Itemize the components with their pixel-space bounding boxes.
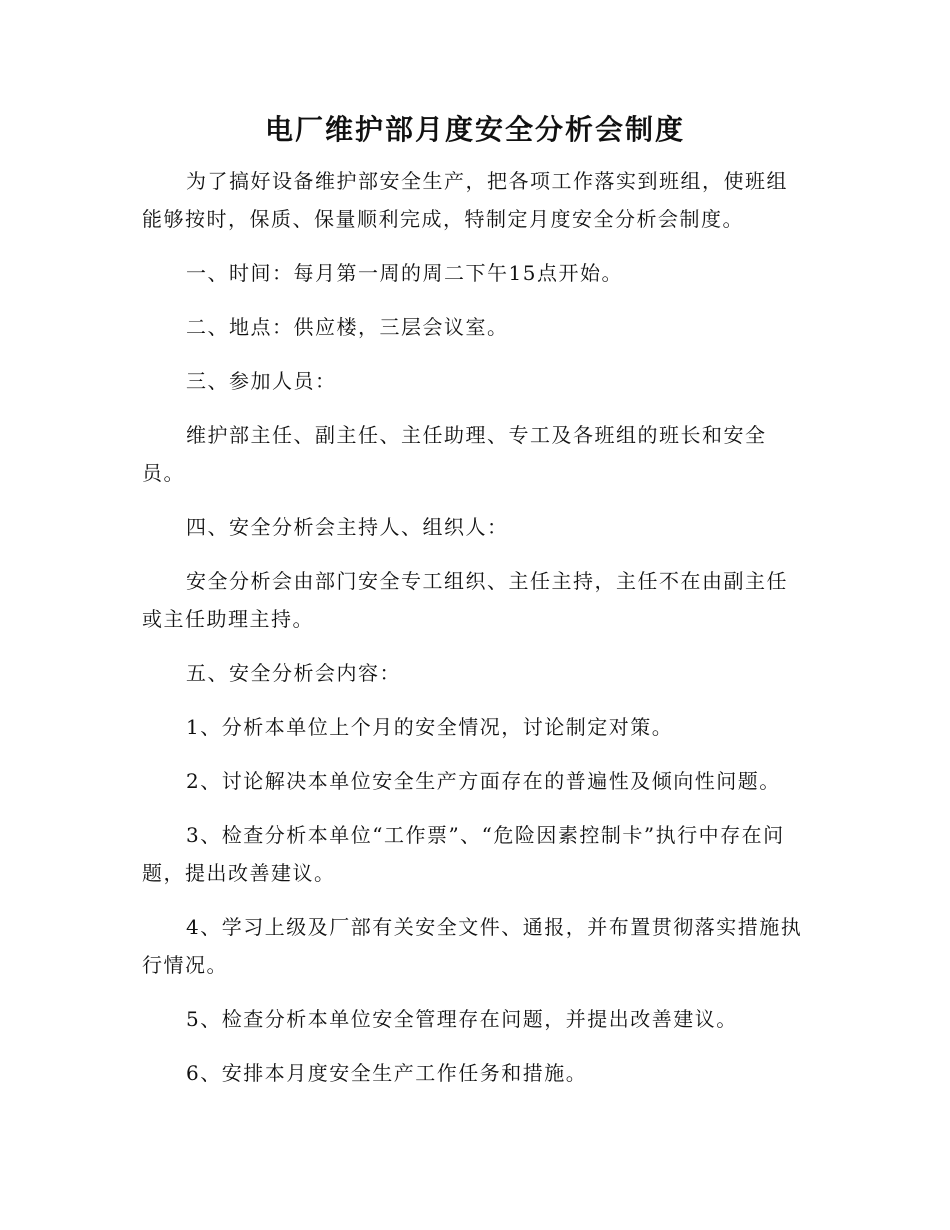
paragraph-location: 二、地点：供应楼，三层会议室。: [186, 315, 509, 339]
document-body: [142, 162, 806, 1108]
paragraph-host-heading: 四、安全分析会主持人、组织人：: [186, 515, 509, 539]
paragraph-item-1: 1、分析本单位上个月的安全情况，讨论制定对策。: [186, 715, 674, 739]
paragraph-intro: 为了搞好设备维护部安全生产，把各项工作落实到班组，使班组能够按时，保质、保量顺利完成，特制定月度安全分析会制度。: [142, 169, 788, 231]
paragraph-item-5: 5、检查分析本单位安全管理存在问题，并提出改善建议。: [186, 1007, 738, 1031]
paragraph-content-heading: 五、安全分析会内容：: [186, 661, 401, 685]
document-title: 电厂维护部月度安全分析会制度: [264, 113, 685, 146]
paragraph-host: 安全分析会由部门安全专工组织、主任主持，主任不在由副主任或主任助理主持。: [142, 569, 788, 631]
paragraph-item-4: 4、学习上级及厂部有关安全文件、通报，并布置贯彻落实措施执行情况。: [142, 915, 803, 977]
paragraph-attendees: 维护部主任、副主任、主任助理、专工及各班组的班长和安全员。: [142, 423, 767, 485]
paragraph-attendees-heading: 三、参加人员：: [186, 369, 337, 393]
paragraph-item-6: 6、安排本月度安全生产工作任务和措施。: [186, 1061, 588, 1085]
paragraph-item-2: 2、讨论解决本单位安全生产方面存在的普遍性及倾向性问题。: [186, 769, 781, 793]
paragraph-item-3: 3、检查分析本单位“工作票”、“危险因素控制卡”执行中存在问题，提出改善建议。: [142, 823, 785, 885]
paragraph-time: 一、时间：每月第一周的周二下午15点开始。: [186, 261, 623, 285]
